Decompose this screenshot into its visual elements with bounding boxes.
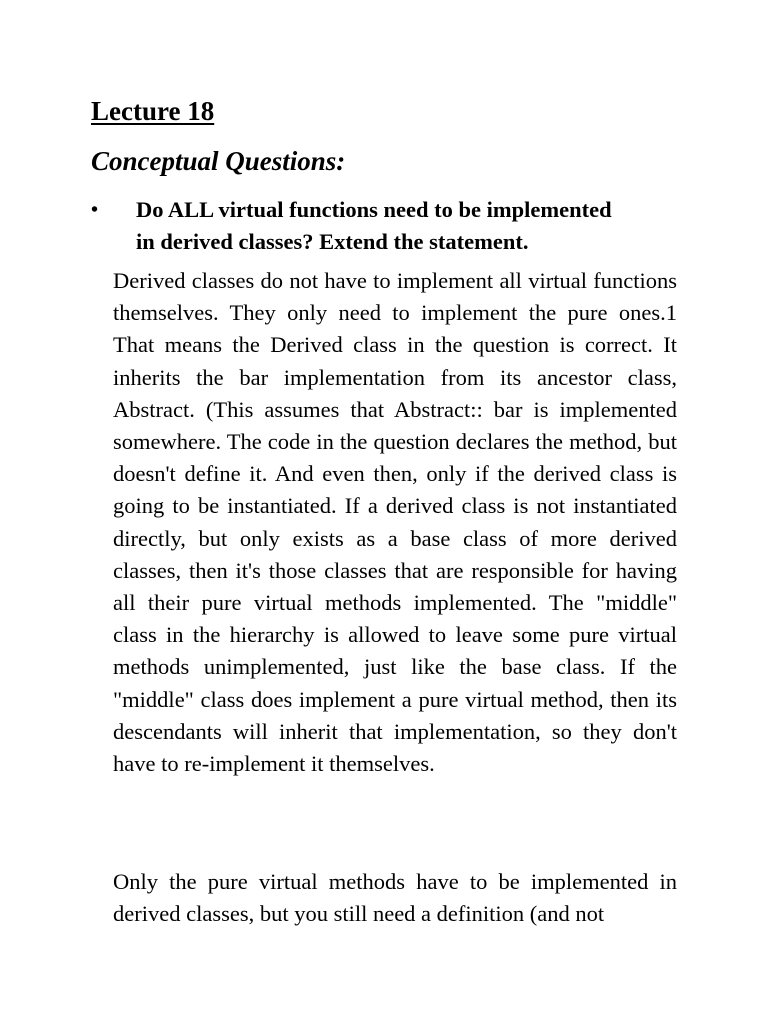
answer-paragraph-1: Derived classes do not have to implement all virtual functions themselves. They only need to implement the pure ones.1 That means the Derived class in the question is correct. It inherits the bar implementation from its ancestor class, Abstract. (This assumes that Abstract:: bar is implemented somewhere. The code in the question declares the method, but doesn't define it. And even then, only if the derived class is going to be instantiated. If a derived class is not instantiated directly, but only exists as a base class of more derived classes, then it's those classes that are responsible for having all their pure virtual methods implemented. The "middle" class in the hierarchy is allowed to leave some pure virtual methods unimplemented, just like the base class. If the "middle" class does implement a pure virtual method, then its descendants will inherit that implementation, so they don't have to re-implement it themselves. (113, 268, 677, 777)
question-line-2: in derived classes? Extend the statement. (136, 229, 529, 254)
question-item (91, 194, 678, 258)
question-line-1: Do ALL virtual functions need to be implemented (136, 197, 612, 222)
lecture-title: Lecture 18 (91, 96, 215, 126)
section-heading: Conceptual Questions: (91, 146, 346, 176)
answer-paragraph-2: Only the pure virtual methods have to be implemented in derived classes, but you still need a definition (and not (113, 869, 677, 927)
bullet-icon: • (91, 199, 99, 221)
